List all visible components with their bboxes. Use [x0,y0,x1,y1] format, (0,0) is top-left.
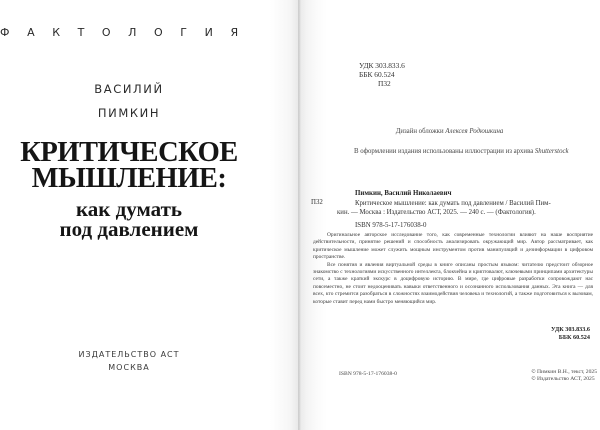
isbn-bottom: ISBN 978-5-17-176038-0 [339,371,397,377]
title-line-2: МЫШЛЕНИЕ: [31,163,227,194]
book-title [0,137,258,194]
illustrations-credit [354,148,569,155]
bbk-code-right: ББК 60.524 [558,333,590,341]
publisher-imprint [0,348,258,374]
biblio-line-2: кин. — Москва : Издательство АСТ, 2025. — 240 с. — (Фактология). [337,209,536,217]
udk-code-right: УДК 303.833.6 [551,326,590,333]
copyright-author: © Пимкин В.Н., текст, 2025 [531,369,597,375]
author-sign: П32 [378,79,391,88]
isbn-entry: ISBN 978-5-17-176038-0 [355,222,427,229]
series-name: ФАКТОЛОГИЯ [0,26,256,39]
book-subtitle [0,199,258,239]
author-name [0,77,258,125]
bbk-code: ББК 60.524 [359,70,395,79]
copyright-block [531,369,597,384]
title-line-1: КРИТИЧЕСКОЕ [20,137,238,168]
imprint-page [299,0,600,430]
cover-design-label: Дизайн обложки [395,128,446,135]
subtitle-line-2: под давлением [59,217,199,241]
bibliographic-description [337,199,593,218]
copyright-publisher: © Издательство АСТ, 2025 [531,376,595,383]
author-last-name: ПИМКИН [97,106,161,120]
cover-design-credit [299,128,600,135]
publisher-name: ИЗДАТЕЛЬСТВО АСТ [78,350,180,359]
udk-code: УДК 303.833.6 [359,61,405,70]
biblio-line-1: Критическое мышление: как думать под давлением / Василий Пим- [355,200,551,207]
bibliographic-code: П32 [311,199,323,206]
illustrations-source: Shutterstock [534,148,569,155]
classification-block-right [551,326,590,341]
annotation [313,232,593,306]
annotation-paragraph-1: Оригинальное авторское исследование того, как современные технологии влияют на наше восприятие действительности, принятие решений и способность анализировать окружающий мир. Автор рассматривает, как критическое мышление может служить мощным инструментом против манипуляций и дезинформации в цифровом пространстве. [313,232,593,261]
classification-block [359,61,405,88]
author-first-name: ВАСИЛИЙ [94,82,164,96]
bibliographic-author-heading: Пимкин, Василий Николаевич [355,190,452,197]
title-page [0,0,299,430]
publisher-city: МОСКВА [108,363,150,372]
illustrations-label: В оформлении издания использованы иллюстрации из архива [354,148,535,155]
subtitle-line-1: как думать [75,197,182,221]
cover-designer-name: Алексея Родюшкина [445,128,504,135]
annotation-paragraph-2: Все понятия и явления виртуальной среды в книге описаны простым языком: читателю предстоит обзорное знакомство с технологиями искусственного интеллекта, блокчейна и криптовалют, ключевыми принципами архитектуры сети, а также краткий экскурс в доцифровую историю. В мире, где цифровые разработки сопровождают нас повсеместно, не стоит недооценивать навыки ответственного и осознанного использования данных. Эта книга — для всех, кто стремится разобраться в сложностях взаимодействия человека и технологий, а также подготовиться к вызовам, которые ставит перед нами быстро меняющийся мир. [313,261,593,305]
